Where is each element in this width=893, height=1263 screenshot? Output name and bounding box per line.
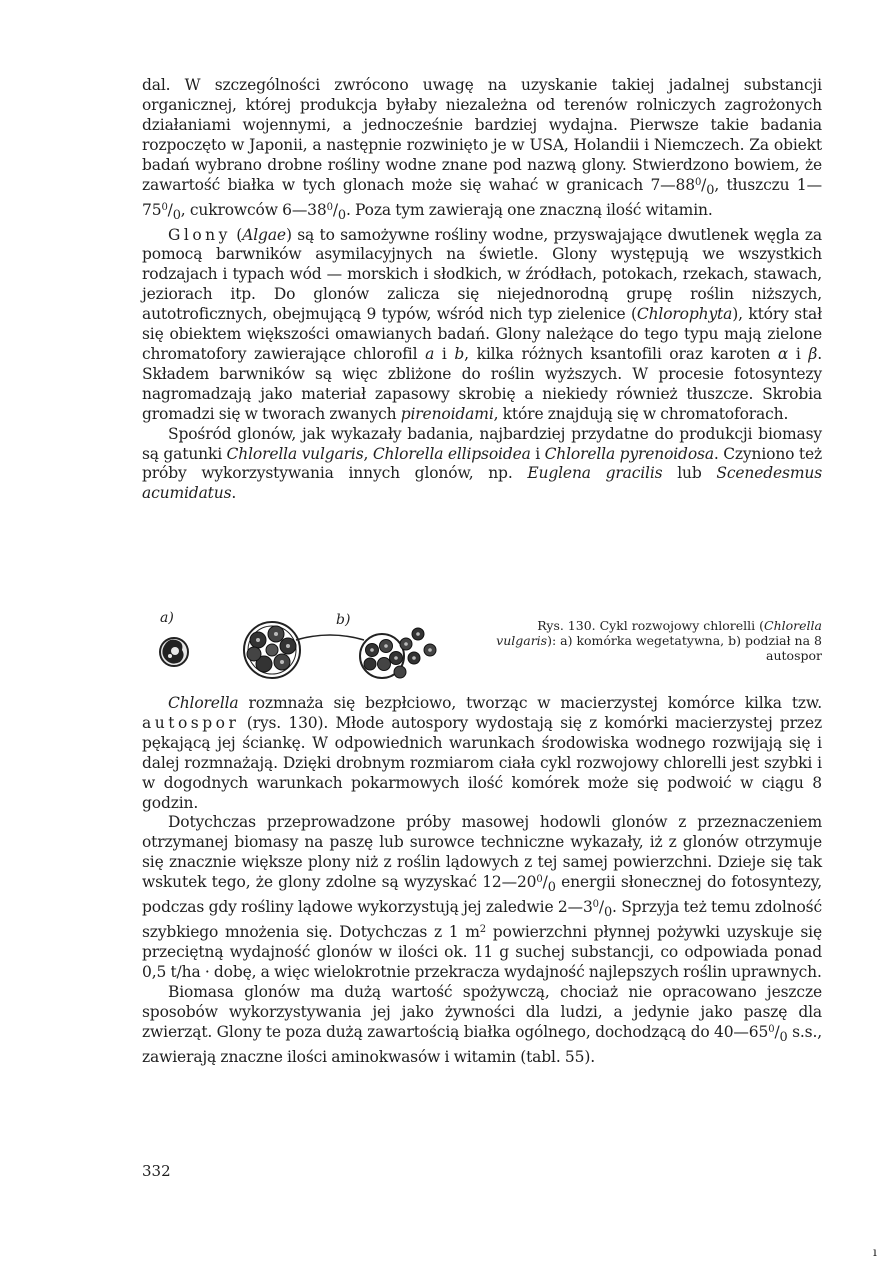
paragraph-algae-definition: Glony (Algae) są to samożywne rośliny wodne, przyswajające dwutlenek węgla za pomocą barwników asymilacyjnych na świetle. Glony występują we wszystkich rodzajach i typach wód — morskich i słodkich, w źródłach, potokach, rzekach, stawach, jeziorach itp. Do glonów zalicza się niejednorodną grupę roślin niższych, autotroficznych, obejmującą 9 typów, wśród nich typ zielenice (Chlorophyta), który stał się obiektem większości omawianych badań. Glony należące do tego typu mają zielone chromatofory zawierające chlorofil a i b, kilka różnych ksantofili oraz karoten α i β. Składem barwników są więc zbliżone do roślin wyższych. W procesie fotosyntezy nagromadzają jako materiał zapasowy skrobię a niekiedy również tłuszcze. Skrobia gromadzi się w tworach zwanych pirenoidami, które znajdują się w chromatoforach. (142, 225, 822, 423)
page-number: 332 (142, 1162, 171, 1180)
figure-chlorella-cycle (150, 606, 840, 686)
paragraph-chlorella-species: Spośród glonów, jak wykazały badania, najbardziej przydatne do produkcji biomasy są gatunki Chlorella vulgaris, Chlorella ellipsoidea i Chlorella pyrenoidosa. Czyniono też próby wykorzystywania innych glonów, np. Euglena gracilis lub Scenedesmus acumidatus. (142, 424, 823, 503)
vegetative-cell (160, 638, 188, 666)
paragraph-mass-cultivation: Dotychczas przeprowadzone próby masowej hodowli glonów z przeznaczeniem otrzymanej biomasy na paszę lub surowce techniczne wykazały, iż z glonów otrzymuje się znacznie większe plony niż z roślin lądowych z tej samej powierzchni. Dzieje się tak wskutek tego, że glony zdolne są wyzyskać $12—20^0/_0$ energii słonecznej do fotosyntezy, podczas gdy rośliny lądowe wykorzystują jej zaledwie $2—3^0/_0$. Sprzyja też temu zdolność szybkiego mnożenia się. Dotychczas z 1 $m^2$ powierzchni płynnej pożywki uzyskuje się przeciętną wydajność glonów w ilości ok. 11 g suchej substancji, co odpowiada ponad 0,5 t/ha · dobę, a więc wielokrotnie przekracza wydajność najlepszych roślin uprawnych. (142, 813, 823, 981)
paragraph-reproduction: Chlorella rozmnaża się bezpłciowo, tworząc w macierzystej komórce kilka tzw. autospor (rys. 130). Młode autospory wydostają się z komórki macierzystej przez pękającą jej ściankę. W odpowiednich warunkach środowiska wodnego rozwijają się i dalej rozmnażają. Dzięki drobnym rozmiarom ciała cykl rozwojowy chlorelli jest szybki i w dogodnych warunkach pokarmowych ilość komórek może się podwoić w ciągu 8 godzin. (142, 694, 822, 812)
label-b: b) (336, 612, 351, 628)
mother-cell (244, 622, 300, 678)
connector-line (296, 635, 364, 640)
autospore-division (360, 628, 436, 678)
figure-caption: Rys. 130. Cykl rozwojowy chlorelli (Chlorella vulgaris): a) komórka wegetatywna, b) podział na 8 autospor (496, 618, 822, 663)
chlorella-cell-illustration (150, 606, 470, 686)
label-a: a) (160, 610, 174, 626)
edge-mark: ı (873, 1245, 877, 1259)
paragraph-protein-sources: dal. W szczególności zwrócono uwagę na uzyskanie takiej jadalnej substancji organicznej, której produkcja byłaby niezależna od terenów rolniczych zagrożonych działaniami wojennymi, a jednocześnie bardziej wydajna. Pierwsze takie badania rozpoczęto w Japonii, a następnie rozwinięto je w USA, Holandii i Niemczech. Za obiekt badań wybrano drobne rośliny wodne znane pod nazwą glony. Stwierdzono bowiem, że zawartość białka w tych glonach może się wahać w granicach $7—88^0/_0$, tłuszczu $1—75^0/_0$, cukrowców $6—38^0/_0$. Poza tym zawierają one znaczną ilość witamin. Glony (Algae) są to samożywne rośliny wodne, przyswajające dwutlenek węgla za pomocą barwników asymilacyjnych na świetle. Glony występują we wszystkich rodzajach i typach wód — morskich i słodkich, w źródłach, potokach, rzekach, stawach, jeziorach itp. Do glonów zalicza się niejednorodną grupę roślin niższych, autotroficznych, obejmującą 9 typów, wśród nich typ zielenice (Chlorophyta), który stał się obiektem większości omawianych badań. Glony należące do tego typu mają zielone chromatofory zawierające chlorofil a i b, kilka różnych ksantofili oraz karoten α i β. Składem barwników są więc zbliżone do roślin wyższych. W procesie fotosyntezy nagromadzają jako materiał zapasowy skrobię a niekiedy również tłuszcze. Skrobia gromadzi się w tworach zwanych pirenoidami, które znajdują się w chromatoforach. Spośród glonów, jak wykazały badania, najbardziej przydatne do produkcji biomasy są gatunki Chlorella vulgaris, Chlorella ellipsoidea i Chlorella pyrenoidosa. Czyniono też próby wykorzystywania innych glonów, np. Euglena gracilis lub Scenedesmus acumidatus. (142, 76, 823, 503)
text-block-lower (142, 694, 822, 1068)
paragraph-nutritional-value: Biomasa glonów ma dużą wartość spożywczą, chociaż nie opracowano jeszcze sposobów wykorzystywania jej jako żywności dla ludzi, a jedynie jako paszę dla zwierząt. Glony te poza dużą zawartością białka ogólnego, dochodzącą do $40—65^0/_0$ s.s., zawierają znaczne ilości aminokwasów i witamin (tabl. 55). (142, 982, 823, 1066)
